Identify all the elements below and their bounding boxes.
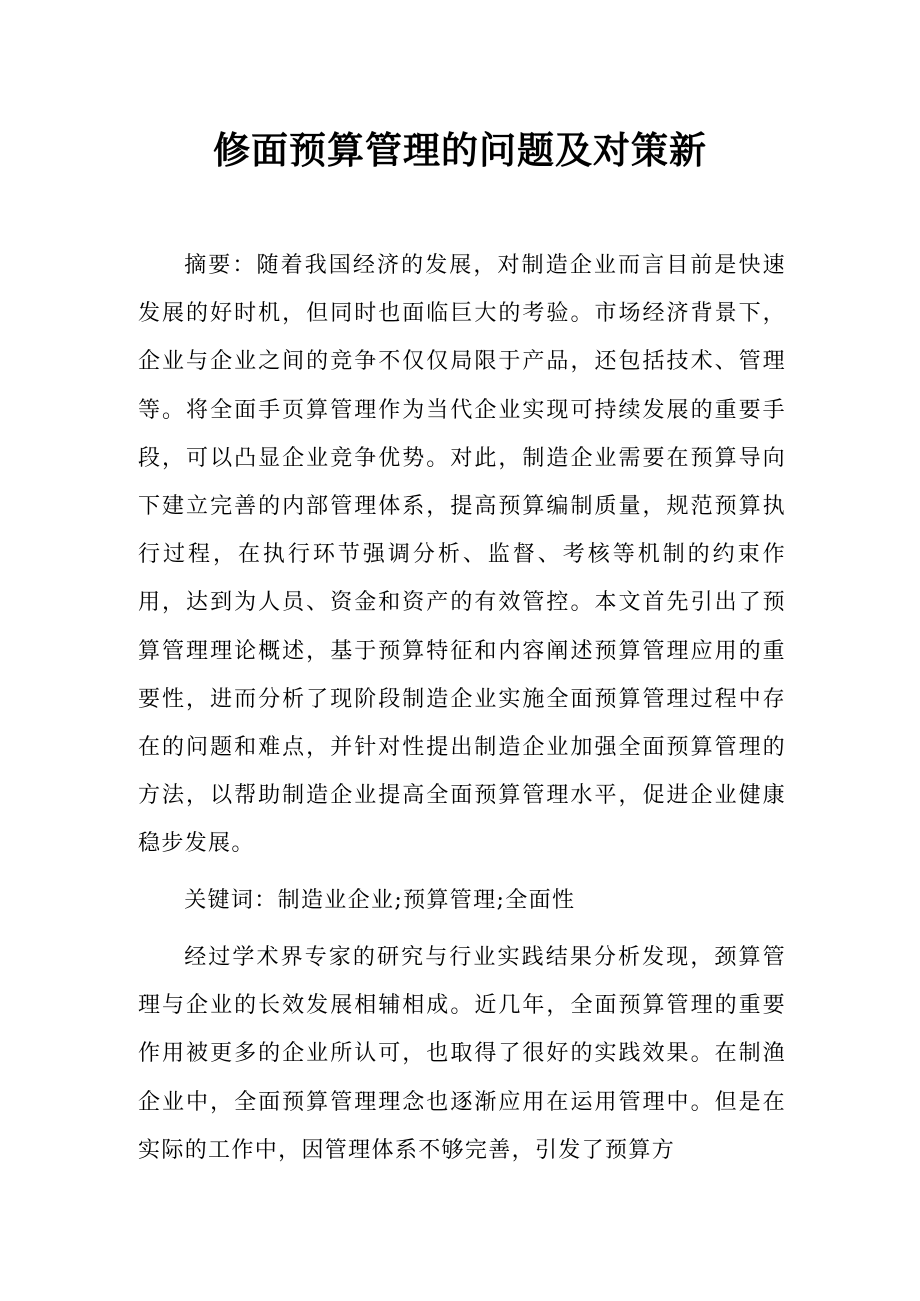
document-title: 修面预算管理的问题及对策新 (213, 129, 707, 172)
intro-paragraph: 经过学术界专家的研究与行业实践结果分析发现，颈算管理与企业的长效发展相辅相成。近几年，全面预算管理的重要作用被更多的企业所认可，也取得了很好的实践效果。在制渔企业中，全面预算管理理念也逐渐应用在运用管理中。但是在实际的工作中，因管理体系不够完善，引发了预算方 (138, 945, 786, 1163)
keywords-paragraph: 关键词：制造业企业;预算管理;全面性 (184, 888, 576, 913)
abstract-paragraph: 摘要：随着我国经济的发展，对制造企业而言目前是快速发展的好时机，但同时也面临巨大的考验。市场经济背景下，企业与企业之间的竞争不仅仅局限于产品，还包括技术、管理等。将全面手页算管理作为当代企业实现可持续发展的重要手段，可以凸显企业竞争优势。对此，制造企业需要在预算导向下建立完善的内部管理体系，提高预算编制质量，规范预算执行过程，在执行环节强调分析、监督、考核等机制的约束作用，达到为人员、资金和资产的有效管控。本文首先引出了预算管理理论概述，基于预算特征和内容阐述预算管理应用的重要性，进而分析了现阶段制造企业实施全面预算管理过程中存在的问题和难点，并针对性提出制造企业加强全面预算管理的方法，以帮助制造企业提高全面预算管理水平，促进企业健康稳步发展。 (138, 253, 786, 857)
